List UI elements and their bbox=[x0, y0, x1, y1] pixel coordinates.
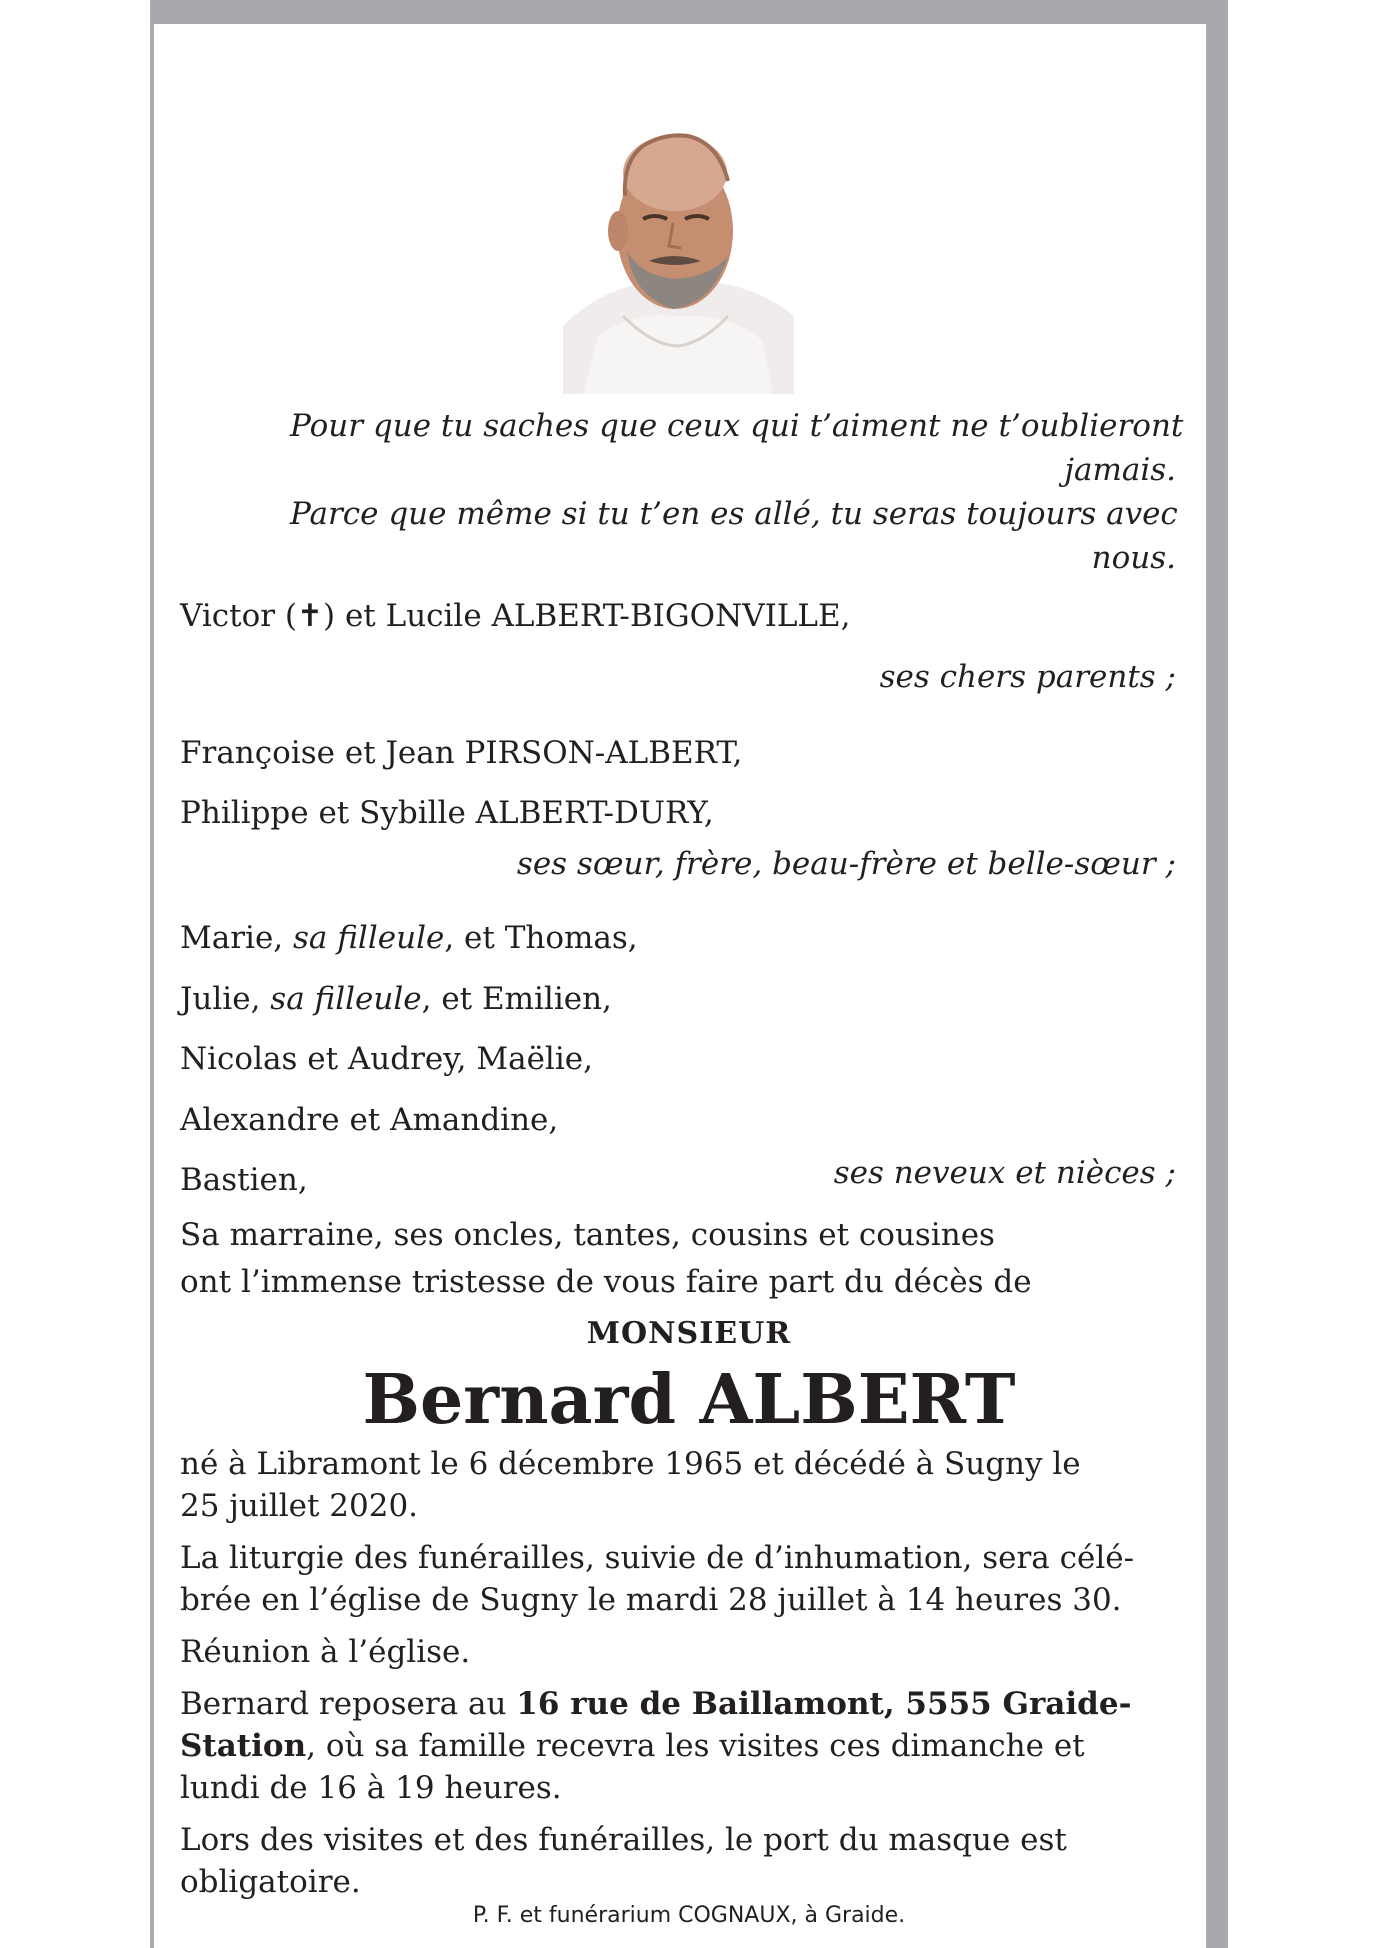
liturgy-line-2: brée en l’église de Sugny le mardi 28 juillet à 14 heures 30. bbox=[180, 1582, 1122, 1618]
deceased-name: Bernard ALBERT bbox=[362, 1360, 1016, 1440]
birth-death-line-1: né à Libramont le 6 décembre 1965 et décédé à Sugny le bbox=[180, 1446, 1081, 1482]
nephew-name-marie: Marie, bbox=[180, 920, 294, 956]
nephew-role-2: sa filleule bbox=[270, 980, 422, 1017]
rest-line-1 bbox=[180, 1683, 1176, 1725]
siblings-relation bbox=[180, 842, 1176, 886]
mask-line-2: obligatoire. bbox=[180, 1864, 361, 1900]
rest-address-2: Station bbox=[180, 1728, 307, 1764]
funeral-home-footer: P. F. et funérarium COGNAUX, à Graide. bbox=[472, 1903, 906, 1928]
rest-paragraph bbox=[180, 1683, 1176, 1809]
poem-line-2: jamais. bbox=[1064, 452, 1176, 488]
nephews-line-1 bbox=[180, 908, 1176, 969]
siblings-relation-text: ses sœur, frère, beau-frère et belle-sœur ; bbox=[516, 846, 1176, 882]
rest-line-3: lundi de 16 à 19 heures. bbox=[180, 1770, 562, 1806]
liturgy-line-1: La liturgie des funérailles, suivie de d’inhumation, sera célé- bbox=[180, 1540, 1135, 1576]
nephew-name-emilien: , et Emilien, bbox=[421, 980, 612, 1017]
cross-icon: ✝ bbox=[297, 598, 323, 634]
poem-line-1: Pour que tu saches que ceux qui t’aiment ne t’oublieront bbox=[290, 408, 1184, 444]
mask-line-1: Lors des visites et des funérailles, le port du masque est bbox=[180, 1822, 1067, 1858]
poem-line-3: Parce que même si tu t’en es allé, tu seras toujours avec bbox=[290, 496, 1178, 532]
parents-relation bbox=[180, 655, 1176, 699]
nephews-line-4: Alexandre et Amandine, bbox=[180, 1101, 559, 1138]
parents-relation-text: ses chers parents ; bbox=[879, 659, 1176, 695]
announcement-line-1: Sa marraine, ses oncles, tantes, cousins et cousines bbox=[180, 1217, 995, 1253]
parents-names bbox=[180, 594, 1176, 638]
nephew-name-thomas: , et Thomas, bbox=[444, 920, 638, 956]
meeting-paragraph bbox=[180, 1631, 1176, 1673]
liturgy-paragraph bbox=[180, 1537, 1176, 1621]
nephews-line-3: Nicolas et Audrey, Maëlie, bbox=[180, 1041, 593, 1077]
parents-name-part-1: Victor ( bbox=[180, 598, 298, 634]
siblings-line-2: Philippe et Sybille ALBERT-DURY, bbox=[180, 795, 714, 831]
nephews-relation bbox=[180, 1151, 1176, 1195]
portrait-photo bbox=[563, 111, 794, 394]
memorial-poem bbox=[290, 404, 1184, 580]
mask-paragraph bbox=[180, 1819, 1176, 1903]
siblings-line-1: Françoise et Jean PIRSON-ALBERT, bbox=[180, 735, 743, 771]
rest-text-a: Bernard reposera au bbox=[180, 1686, 517, 1722]
parents-section bbox=[180, 594, 1176, 638]
nephews-line-5: Bastien, bbox=[180, 1162, 308, 1198]
birth-death-paragraph bbox=[180, 1443, 1176, 1527]
announcement-line-2: ont l’immense tristesse de vous faire part du décès de bbox=[180, 1264, 1032, 1300]
poem-line-4: nous. bbox=[1091, 540, 1176, 576]
details-section bbox=[180, 1443, 1176, 1903]
parents-name-part-2: ) et Lucile ALBERT-BIGONVILLE, bbox=[323, 598, 851, 634]
siblings-section bbox=[180, 723, 1176, 843]
rest-text-d: , où sa famille recevra les visites ces dimanche et bbox=[306, 1728, 1085, 1764]
birth-death-line-2: 25 juillet 2020. bbox=[180, 1488, 419, 1524]
meeting-line: Réunion à l’église. bbox=[180, 1634, 471, 1670]
nephew-role-1: sa filleule bbox=[293, 920, 445, 956]
nephew-name-julie: Julie, bbox=[180, 980, 271, 1017]
nephews-line-2 bbox=[180, 969, 1176, 1030]
honorific: MONSIEUR bbox=[586, 1316, 792, 1351]
announcement-text bbox=[180, 1212, 1176, 1306]
rest-address-1: 16 rue de Baillamont, 5555 Graide- bbox=[516, 1686, 1132, 1722]
nephews-relation-text: ses neveux et nièces ; bbox=[833, 1155, 1176, 1191]
rest-line-2 bbox=[180, 1725, 1176, 1767]
